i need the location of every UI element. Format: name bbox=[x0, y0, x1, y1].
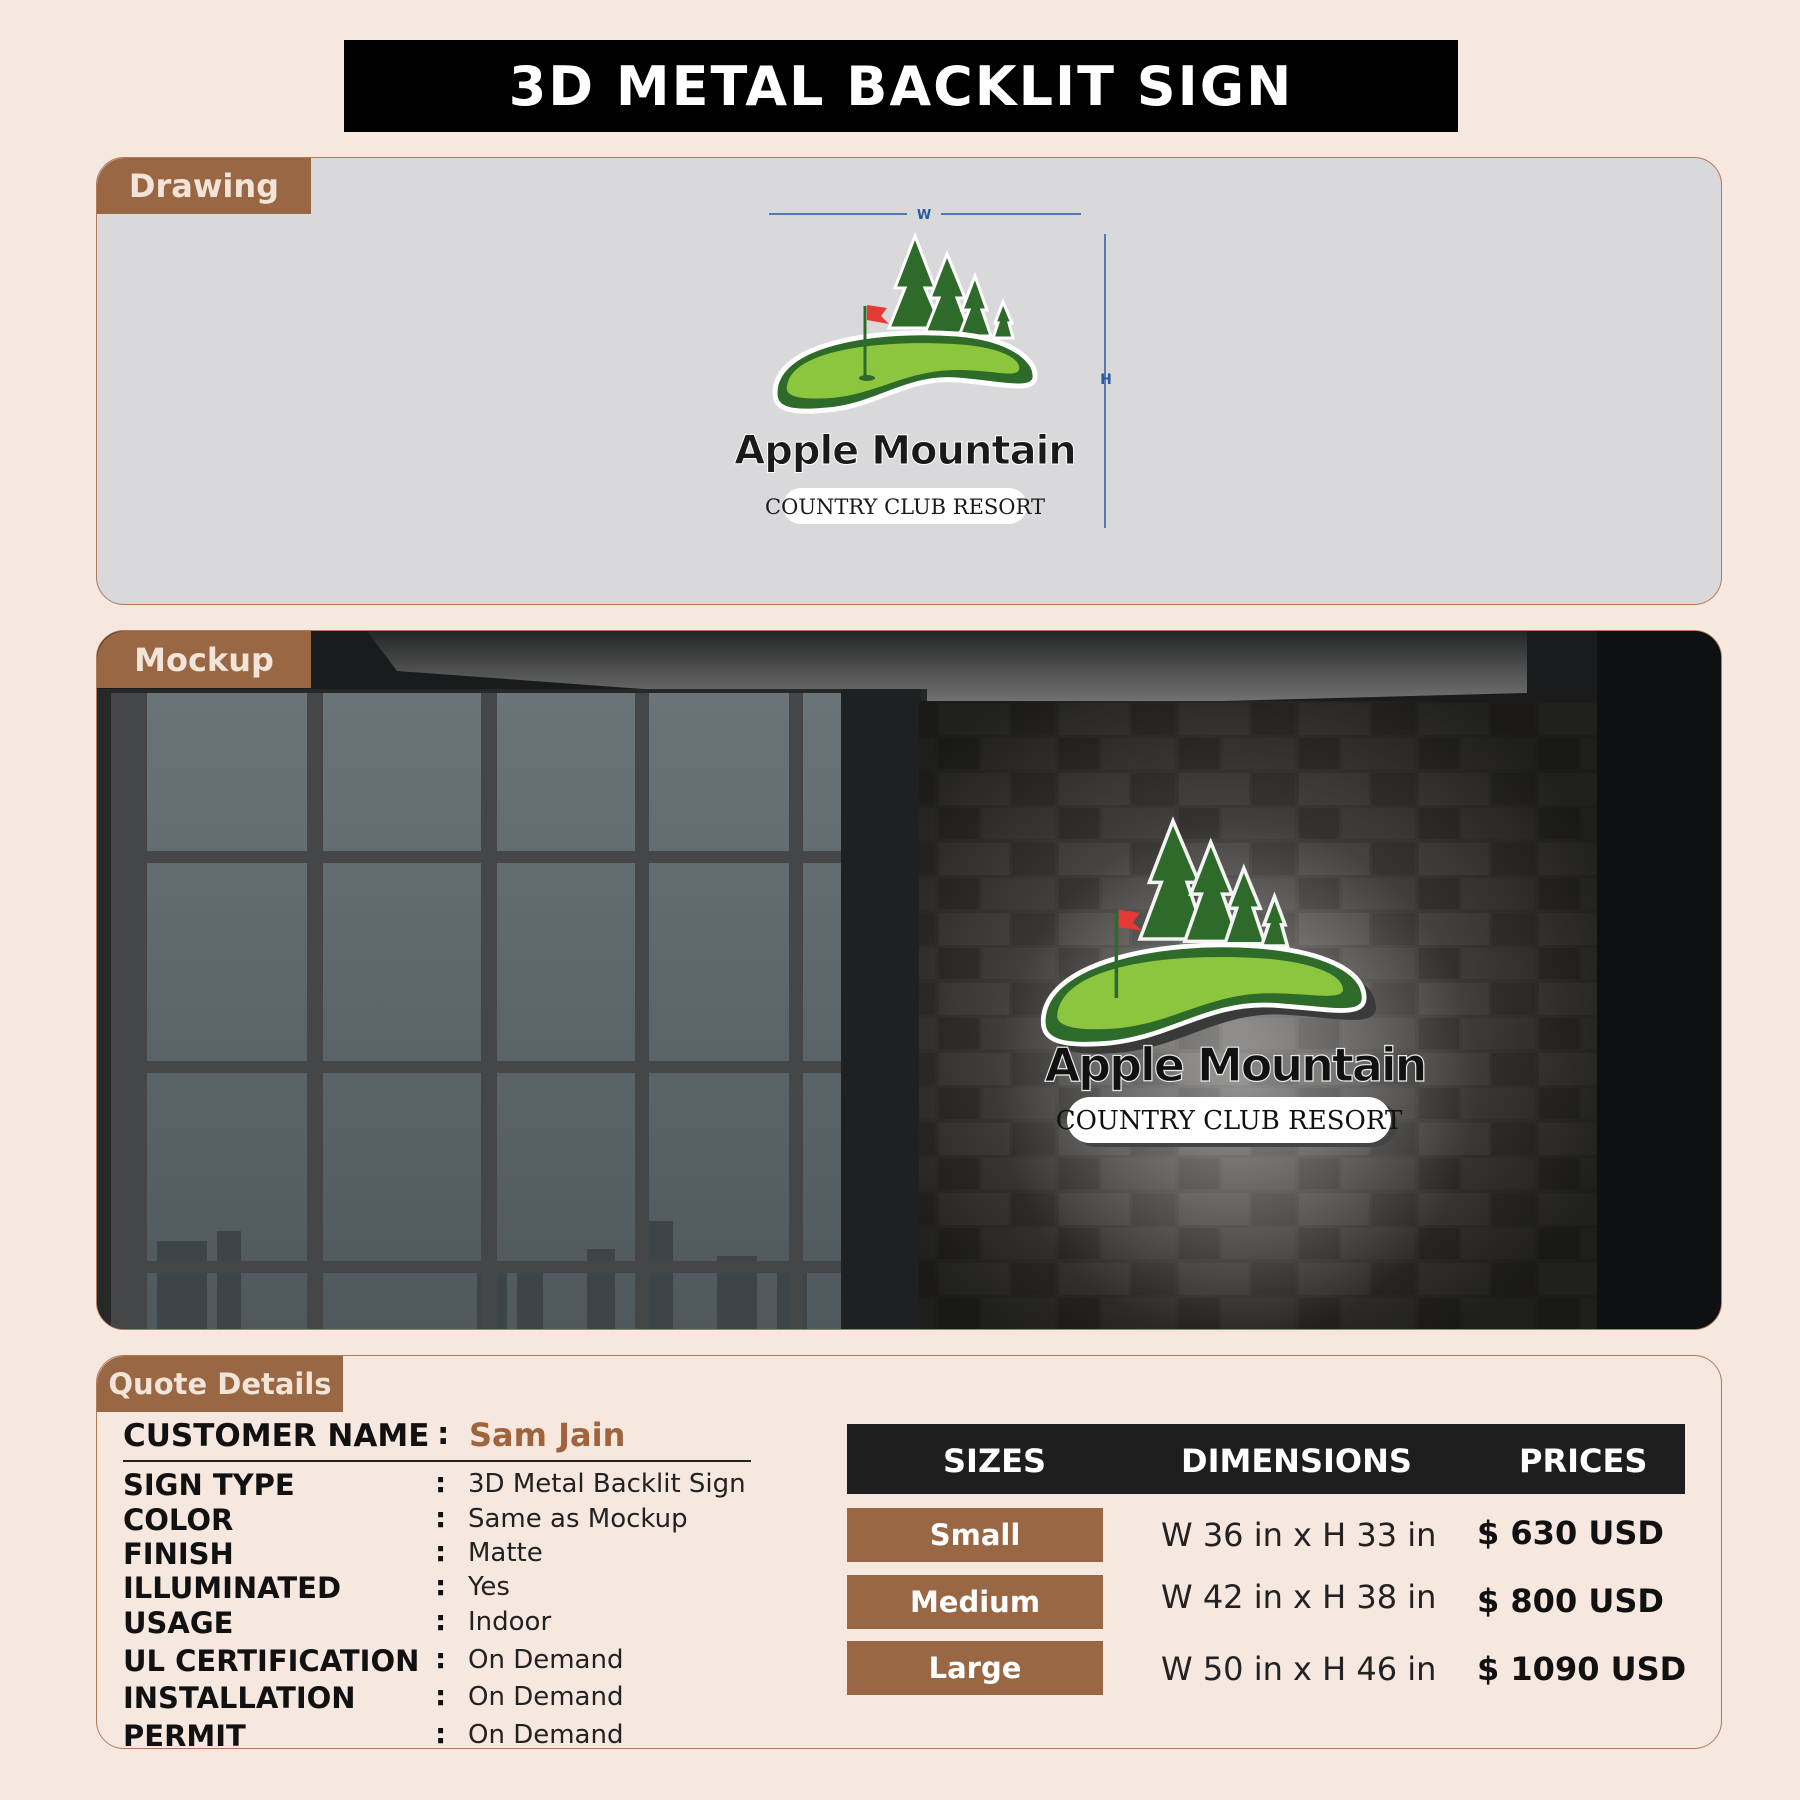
drawing-panel bbox=[96, 157, 1722, 605]
drawing-tab: Drawing bbox=[97, 158, 311, 214]
header-sizes: SIZES bbox=[943, 1442, 1047, 1480]
price-medium: $ 800 USD bbox=[1477, 1582, 1664, 1620]
size-large: Large bbox=[847, 1641, 1103, 1695]
dimensions-medium: W 42 in x H 38 in bbox=[1161, 1578, 1437, 1616]
detail-label: COLOR bbox=[123, 1503, 234, 1537]
header-dimensions: DIMENSIONS bbox=[1181, 1442, 1412, 1480]
detail-label: PERMIT bbox=[123, 1719, 246, 1749]
price-small: $ 630 USD bbox=[1477, 1514, 1664, 1552]
logo-name: Apple Mountain bbox=[734, 428, 1076, 474]
dimensions-small: W 36 in x H 33 in bbox=[1161, 1516, 1437, 1554]
customer-underline bbox=[123, 1460, 751, 1462]
header-prices: PRICES bbox=[1519, 1442, 1648, 1480]
detail-value: 3D Metal Backlit Sign bbox=[468, 1469, 746, 1499]
detail-value: On Demand bbox=[468, 1720, 624, 1749]
detail-value: Yes bbox=[468, 1572, 510, 1602]
detail-value: Same as Mockup bbox=[468, 1504, 688, 1534]
detail-label: FINISH bbox=[123, 1537, 234, 1571]
detail-colon: : bbox=[435, 1679, 447, 1712]
detail-colon: : bbox=[435, 1604, 447, 1637]
sign-drawing bbox=[97, 158, 1721, 604]
pricing-table-header bbox=[847, 1424, 1685, 1494]
detail-value: Matte bbox=[468, 1538, 543, 1568]
detail-colon: : bbox=[435, 1466, 447, 1499]
quote-tab: Quote Details bbox=[97, 1356, 343, 1412]
customer-name-label: CUSTOMER NAME bbox=[123, 1418, 430, 1454]
detail-label: USAGE bbox=[123, 1606, 234, 1640]
mockup-logo-name: Apple Mountain bbox=[1044, 1038, 1426, 1092]
detail-colon: : bbox=[435, 1501, 447, 1534]
detail-value: On Demand bbox=[468, 1645, 624, 1675]
mockup-logo-subtitle: COUNTRY CLUB RESORT bbox=[1055, 1106, 1403, 1136]
detail-colon: : bbox=[435, 1535, 447, 1568]
detail-label: SIGN TYPE bbox=[123, 1468, 295, 1502]
logo-subtitle: COUNTRY CLUB RESORT bbox=[765, 495, 1045, 519]
page-title: 3D METAL BACKLIT SIGN bbox=[344, 40, 1458, 132]
detail-label: INSTALLATION bbox=[123, 1681, 356, 1715]
size-small: Small bbox=[847, 1508, 1103, 1562]
mockup-tab: Mockup bbox=[97, 631, 311, 688]
mockup-panel bbox=[96, 630, 1722, 1330]
quote-panel bbox=[96, 1355, 1722, 1749]
size-medium: Medium bbox=[847, 1575, 1103, 1629]
mockup-scene bbox=[97, 631, 1721, 1329]
detail-value: Indoor bbox=[468, 1607, 552, 1637]
detail-colon: : bbox=[435, 1569, 447, 1602]
price-large: $ 1090 USD bbox=[1477, 1650, 1687, 1688]
customer-name-value: Sam Jain bbox=[469, 1416, 626, 1454]
apple-mountain-logo bbox=[734, 236, 1076, 524]
dimensions-large: W 50 in x H 46 in bbox=[1161, 1650, 1437, 1688]
detail-label: UL CERTIFICATION bbox=[123, 1644, 420, 1678]
customer-colon: : bbox=[437, 1416, 450, 1452]
detail-value: On Demand bbox=[468, 1682, 624, 1712]
detail-colon: : bbox=[435, 1717, 447, 1749]
height-marker: H bbox=[1100, 372, 1112, 388]
detail-label: ILLUMINATED bbox=[123, 1571, 342, 1605]
detail-colon: : bbox=[435, 1642, 447, 1675]
width-marker: W bbox=[916, 208, 932, 223]
